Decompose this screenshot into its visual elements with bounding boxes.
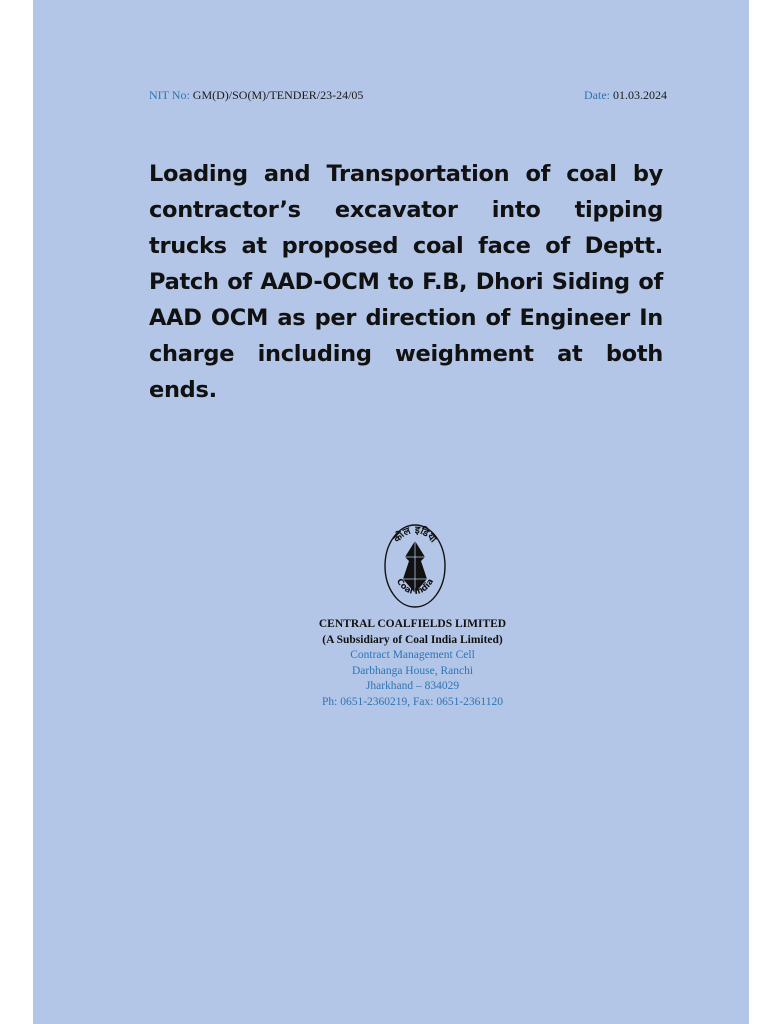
org-cell: Contract Management Cell [350,649,475,661]
nit-date [584,88,667,103]
tender-title: Loading and Transportation of coal by contractor’s excavator into tipping trucks at proposed coal face of Deptt. Patch of AAD-OCM to F.B, Dhori Siding of AAD OCM as per direction of Engineer In charge including weighment at both ends. [149,161,663,403]
org-subsidiary: (A Subsidiary of Coal India Limited) [322,633,503,646]
document-page [33,0,749,1024]
organization-block [273,617,552,710]
coal-india-logo-icon [383,523,447,609]
date-value: 01.03.2024 [613,88,667,102]
logo-text-top: कोल इंडिया [391,524,439,546]
nit-value: GM(D)/SO(M)/TENDER/23-24/05 [192,88,364,102]
date-label: Date: [584,88,610,102]
svg-text:कोल इंडिया [390,524,439,546]
org-address-line2: Jharkhand – 834029 [365,680,460,692]
org-phone-fax: Ph: 0651-2360219, Fax: 0651-2361120 [321,695,504,708]
nit-header [149,88,667,103]
nit-label: NIT No: [149,88,190,102]
org-name: CENTRAL COALFIELDS LIMITED [318,618,507,630]
nit-number [149,88,363,103]
org-address-line1: Darbhanga House, Ranchi [351,664,474,677]
logo-text-bottom: Coal India [393,577,437,598]
